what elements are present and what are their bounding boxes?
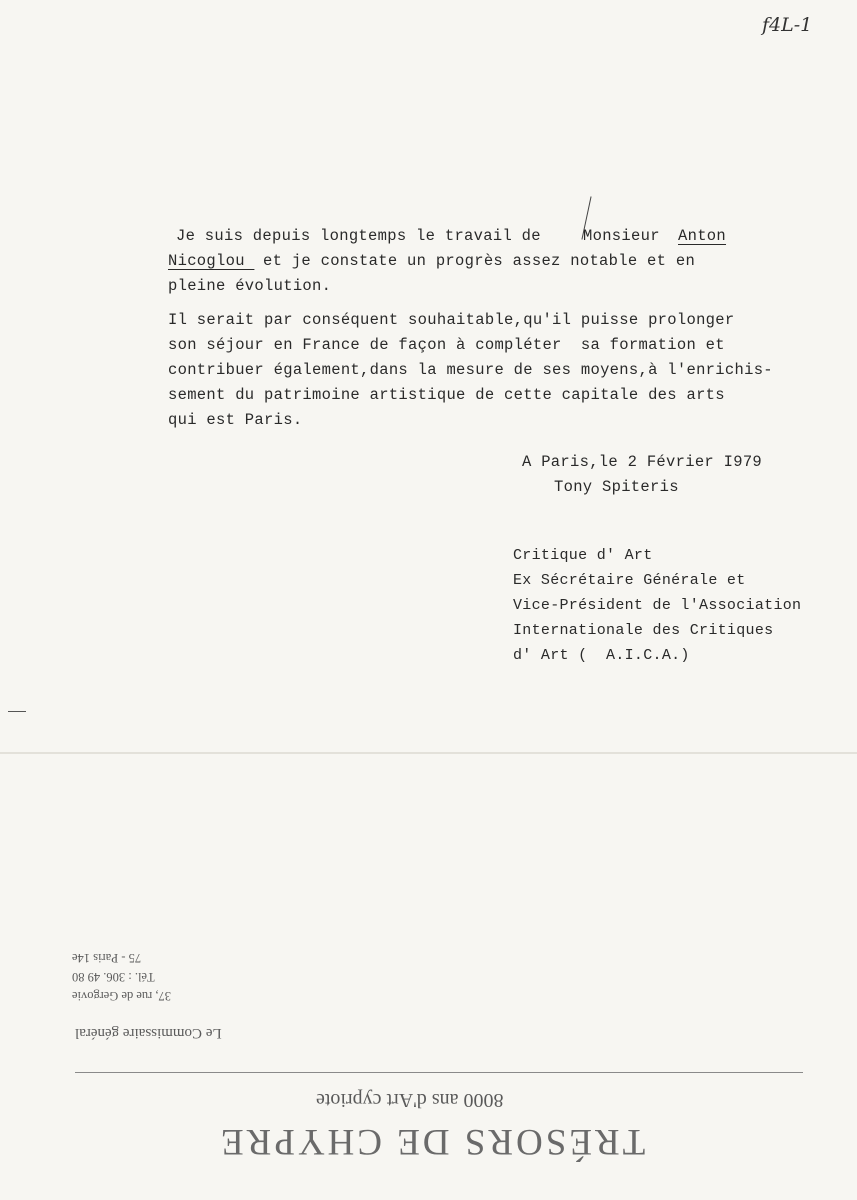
letter-line-6: contribuer également,dans la mesure de ses moyens,à l'enrichis-	[168, 361, 773, 379]
letterhead-address-2: Tél. : 306. 49 80	[72, 970, 155, 984]
letter-line-8: qui est Paris.	[168, 411, 303, 429]
handwritten-reference: f4L-1	[762, 14, 813, 36]
title-line-4: Internationale des Critiques	[513, 622, 774, 639]
name-anton: Anton	[678, 227, 727, 245]
title-line-1: Critique d' Art	[513, 547, 653, 564]
letter-line-1a: Je suis depuis longtemps le travail de	[176, 227, 551, 245]
signatory-name: Tony Spiteris	[554, 478, 679, 496]
letterhead-address-1: 37, rue de Gergovie	[72, 989, 172, 1003]
title-line-3: Vice-Président de l'Association	[513, 597, 802, 614]
place-date: A Paris,le 2 Février I979	[522, 453, 763, 471]
letterhead-subtitle: 8000 ans d'Art cypriote	[316, 1089, 504, 1111]
letter-line-1b: Monsieur	[583, 227, 670, 245]
letter-line-7: sement du patrimoine artistique de cette capitale des arts	[168, 386, 725, 404]
name-nicoglou: Nicoglou	[168, 252, 255, 270]
letterhead-office: Le Commissaire général	[75, 1025, 222, 1041]
letter-line-4: Il serait par conséquent souhaitable,qu'il puisse prolonger	[168, 311, 735, 329]
letter-line-3: pleine évolution.	[168, 277, 332, 295]
letterhead-name: TRÉSORS DE CHYPRE	[218, 1121, 646, 1162]
letter-line-2: et je constate un progrès assez notable et en	[263, 252, 696, 270]
title-line-5: d' Art ( A.I.C.A.)	[513, 647, 690, 664]
title-line-2: Ex Sécrétaire Générale et	[513, 572, 746, 589]
letter-line-5: son séjour en France de façon à compléter sa formation et	[168, 336, 725, 354]
letterhead-address-3: 75 - Paris 14e	[72, 951, 142, 965]
letterhead-rule	[75, 1072, 803, 1073]
